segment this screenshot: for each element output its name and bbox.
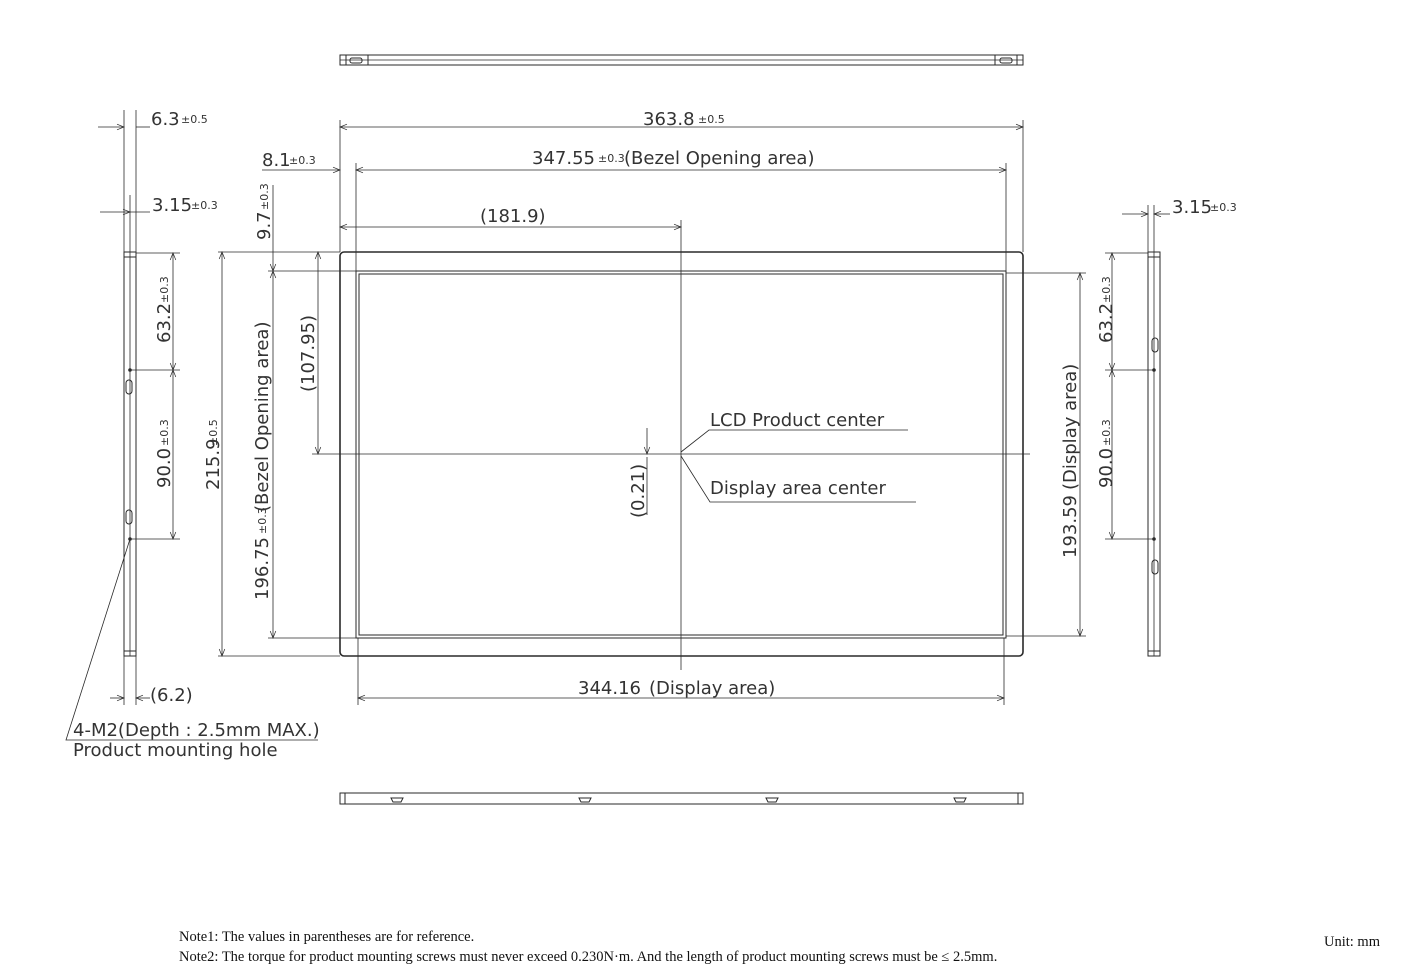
thickness-half-left-tol: ±0.3: [191, 199, 218, 212]
display-width-label: (Display area): [649, 678, 776, 699]
left-bezel-tol: ±0.3: [289, 154, 316, 167]
extension-lines: [218, 120, 1086, 705]
thickness-half-right-tol: ±0.3: [1210, 201, 1237, 214]
hole-top-left-tol: ±0.3: [158, 276, 171, 303]
thickness-half-right-value: 3.15: [1172, 197, 1213, 218]
hole-pitch-left-value: 90.0: [154, 447, 175, 488]
thickness-half-left-value: 3.15: [152, 195, 193, 216]
unit-label: Unit: mm: [1324, 934, 1380, 950]
bezel-opening-width-value: 347.55: [532, 148, 595, 169]
overall-width-value: 363.8: [643, 109, 695, 130]
right-side-view: [1105, 205, 1170, 656]
bezel-opening-width-tol: ±0.3: [598, 152, 625, 165]
hole-pitch-right-tol: ±0.3: [1100, 419, 1113, 446]
front-view: [312, 220, 1030, 670]
half-height-value: (107.95): [298, 314, 319, 392]
thickness-value: 6.3: [151, 109, 180, 130]
bezel-opening-height-label: (Bezel Opening area): [252, 321, 273, 512]
overall-width-tol: ±0.5: [698, 113, 725, 126]
display-height-value: 193.59: [1060, 495, 1081, 558]
thickness-tol: ±0.5: [181, 113, 208, 126]
mounting-spec-label: 4-M2(Depth : 2.5mm MAX.): [73, 720, 320, 741]
overall-height-tol: ±0.5: [207, 419, 220, 446]
bezel-opening-width-label: (Bezel Opening area): [624, 148, 815, 169]
bezel-opening-height-tol: ±0.3: [256, 507, 269, 534]
hole-top-right-tol: ±0.3: [1100, 276, 1113, 303]
display-width-value: 344.16: [578, 678, 641, 699]
top-bezel-tol: ±0.3: [258, 183, 271, 210]
overall-height-value: 215.9: [203, 438, 224, 490]
bottom-edge-view: [340, 793, 1023, 804]
hole-top-right-value: 63.2: [1096, 302, 1117, 343]
top-bezel-value: 9.7: [254, 211, 275, 240]
note-1: Note1: The values in parentheses are for reference.: [179, 929, 475, 945]
bezel-opening-height-value: 196.75: [252, 537, 273, 600]
hole-pitch-left-tol: ±0.3: [158, 419, 171, 446]
display-height-label: (Display area): [1060, 363, 1081, 490]
center-offset-value: (0.21): [628, 463, 649, 518]
top-edge-view: [340, 55, 1023, 65]
left-bezel-value: 8.1: [262, 150, 291, 171]
hole-top-left-value: 63.2: [154, 302, 175, 343]
half-width-value: (181.9): [480, 206, 546, 227]
bottom-thickness-value: (6.2): [150, 685, 193, 706]
hole-pitch-right-value: 90.0: [1096, 447, 1117, 488]
mounting-hole-label: Product mounting hole: [73, 740, 278, 761]
lcd-center-label: LCD Product center: [710, 410, 885, 431]
note-2: Note2: The torque for product mounting screws must never exceed 0.230N·m. And the length of product mounting screws must be ≤ 2.5mm.: [179, 949, 998, 965]
display-center-label: Display area center: [710, 478, 886, 499]
